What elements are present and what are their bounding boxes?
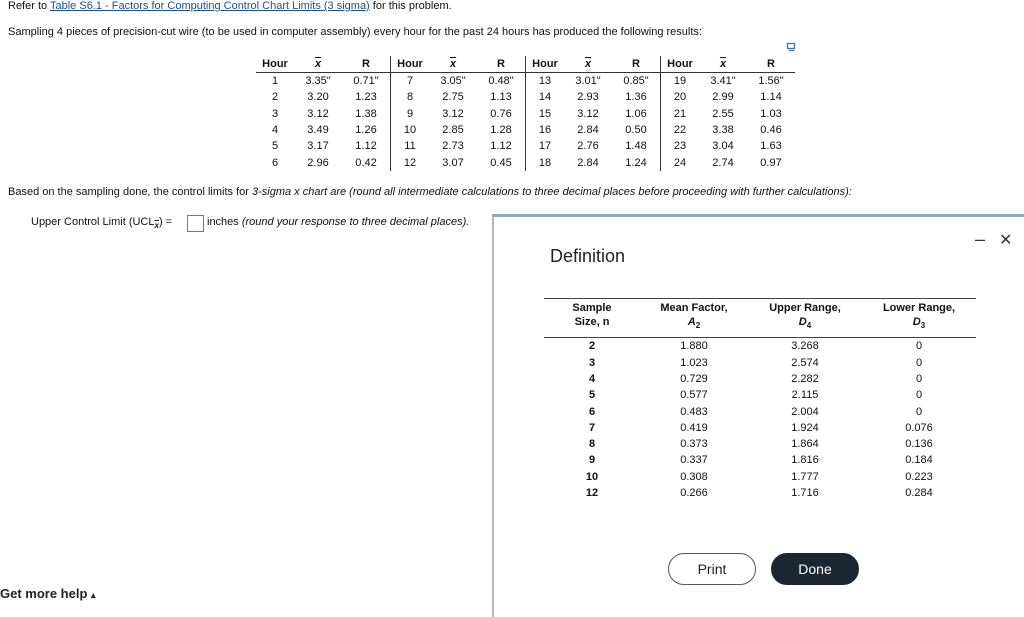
a2-cell: 0.729 — [680, 372, 708, 385]
sample-size-cell: 10 — [585, 470, 599, 483]
xbar-cell: 3.38 — [712, 124, 734, 137]
table-row — [544, 485, 976, 501]
xbar-cell: 3.12 — [442, 107, 464, 120]
xbar-cell: 3.07 — [442, 156, 464, 169]
hour-cell: 2 — [271, 91, 279, 104]
range-cell: 1.03 — [760, 107, 782, 120]
sample-size-cell: 2 — [588, 340, 596, 353]
hour-cell: 21 — [661, 106, 700, 122]
xbar-cell: 3.05" — [440, 75, 466, 88]
d4-cell: 2.282 — [791, 372, 819, 385]
table-row — [544, 338, 976, 355]
range-cell: 0.97 — [760, 156, 782, 169]
d3-cell: 0 — [915, 405, 923, 418]
col-hour: Hour — [661, 56, 700, 73]
a2-cell: 0.419 — [680, 421, 708, 434]
xbar-cell: 2.55 — [712, 107, 734, 120]
print-button[interactable]: Print — [668, 553, 756, 585]
d3-cell: 0 — [915, 356, 923, 369]
hour-cell: 12 — [391, 154, 430, 170]
hour-cell: 19 — [661, 73, 700, 90]
table-row — [256, 106, 795, 122]
hour-cell: 3 — [271, 107, 279, 120]
table-row — [544, 371, 976, 387]
sample-size-cell: 9 — [588, 454, 596, 467]
d3-cell: 0.184 — [905, 454, 933, 467]
definition-popup — [492, 214, 1024, 617]
hourly-results-table — [256, 56, 795, 171]
xbar-cell: 2.73 — [442, 140, 464, 153]
range-cell: 1.56" — [758, 75, 784, 88]
minimize-icon[interactable]: – — [975, 229, 986, 249]
control-limits-question: Based on the sampling done, the control limits for 3-sigma x chart are (round all intermediate calculations to three decimal places before proceeding with further calculations): — [8, 186, 852, 198]
a2-cell: 0.373 — [680, 438, 708, 451]
table-row — [544, 436, 976, 452]
a2-cell: 0.337 — [680, 454, 708, 467]
sample-size-cell: 12 — [585, 487, 599, 499]
hour-cell: 1 — [271, 75, 279, 88]
xbar-cell: 3.04 — [712, 140, 734, 153]
table-row — [256, 154, 795, 170]
xbar-cell: 2.85 — [442, 124, 464, 137]
range-cell: 0.85" — [623, 75, 649, 88]
hour-cell: 9 — [391, 106, 430, 122]
hour-cell: 23 — [661, 138, 700, 154]
col-lower-range: Lower Range, $D_3$ — [862, 299, 976, 338]
hour-cell: 11 — [391, 138, 430, 154]
col-range: R — [342, 56, 391, 73]
ucl-hint: inches (round your response to three decimal places). — [207, 216, 470, 228]
done-button[interactable]: Done — [771, 553, 859, 585]
table-row — [256, 138, 795, 154]
range-cell: 1.23 — [355, 91, 377, 104]
table-row — [544, 403, 976, 419]
caret-up-icon: ▴ — [91, 590, 96, 600]
xbar-cell: 3.12 — [577, 107, 599, 120]
col-range: R — [612, 56, 661, 73]
xbar-cell: 2.75 — [442, 91, 464, 104]
range-cell: 0.46 — [760, 124, 782, 137]
range-cell: 1.12 — [355, 140, 377, 153]
range-cell: 0.76 — [490, 107, 512, 120]
xbar-cell: 3.35" — [305, 75, 331, 88]
xbar-cell: 2.84 — [577, 156, 599, 169]
d4-cell: 2.115 — [791, 389, 819, 402]
d3-cell: 0 — [915, 340, 923, 353]
hour-cell: 6 — [271, 156, 279, 169]
hour-cell: 22 — [661, 122, 700, 138]
xbar-cell: 2.96 — [307, 156, 329, 169]
hour-cell: 16 — [526, 122, 565, 138]
hour-cell: 8 — [391, 89, 430, 105]
col-xbar: $\overline{x}$ — [429, 56, 477, 73]
col-range: R — [477, 56, 526, 73]
a2-cell: 0.266 — [680, 487, 708, 499]
xbar-cell: 3.12 — [307, 107, 329, 120]
range-cell: 1.48 — [625, 140, 647, 153]
hour-cell: 14 — [526, 89, 565, 105]
a2-cell: 1.880 — [680, 340, 708, 353]
d4-cell: 1.716 — [791, 487, 819, 499]
d3-cell: 0.076 — [905, 421, 933, 434]
d4-cell: 1.816 — [791, 454, 819, 467]
range-cell: 1.06 — [625, 107, 647, 120]
table-row — [544, 452, 976, 468]
hour-cell: 24 — [661, 154, 700, 170]
xbar-cell: 2.76 — [577, 140, 599, 153]
col-hour: Hour — [256, 56, 294, 73]
col-xbar: $\overline{x}$ — [699, 56, 747, 73]
range-cell: 0.42 — [355, 156, 377, 169]
xbar-cell: 3.01" — [575, 75, 601, 88]
refer-suffix: for this problem. — [372, 0, 452, 12]
table-s6-1-link[interactable]: Table S6.1 - Factors for Computing Control Chart Limits (3 sigma) — [50, 0, 370, 12]
control-chart-factors-table — [544, 298, 976, 501]
col-hour: Hour — [526, 56, 565, 73]
hour-cell: 17 — [526, 138, 565, 154]
xbar-cell: 3.41" — [710, 75, 736, 88]
xbar-cell: 2.84 — [577, 124, 599, 137]
col-mean-factor: Mean Factor, $A_2$ — [640, 299, 748, 338]
table-row — [544, 387, 976, 403]
refer-line — [8, 0, 452, 12]
range-cell: 1.14 — [760, 91, 782, 104]
range-cell: 1.28 — [490, 124, 512, 137]
d3-cell: 0 — [915, 389, 923, 402]
table-row — [544, 469, 976, 485]
hour-cell: 5 — [271, 140, 279, 153]
range-cell: 1.13 — [490, 91, 512, 104]
hour-cell: 15 — [526, 106, 565, 122]
ucl-answer-input[interactable] — [187, 215, 204, 232]
hour-cell: 10 — [391, 122, 430, 138]
sample-size-cell: 3 — [588, 356, 596, 369]
d4-cell: 2.574 — [791, 356, 819, 369]
a2-cell: 1.023 — [680, 356, 708, 369]
sample-size-cell: 8 — [588, 438, 596, 451]
range-cell: 1.24 — [625, 156, 647, 169]
col-xbar: $\overline{x}$ — [564, 56, 612, 73]
range-cell: 1.12 — [490, 140, 512, 153]
sample-size-cell: 6 — [588, 405, 596, 418]
table-row — [544, 354, 976, 370]
range-cell: 1.26 — [355, 124, 377, 137]
table-row — [256, 73, 795, 90]
ucl-label: Upper Control Limit $(UCL_{\overline{x}})$ = — [31, 216, 173, 231]
col-xbar: $\overline{x}$ — [294, 56, 342, 73]
d4-cell: 3.268 — [791, 340, 819, 353]
table-row — [544, 420, 976, 436]
problem-text: Sampling 4 pieces of precision-cut wire (to be used in computer assembly) every hour for the past 24 hours has produced the following results: — [8, 26, 702, 38]
xbar-cell: 3.49 — [307, 124, 329, 137]
sample-size-cell: 4 — [588, 372, 596, 385]
xbar-cell: 2.99 — [712, 91, 734, 104]
d4-cell: 1.777 — [791, 470, 819, 483]
refer-prefix: Refer to — [8, 0, 48, 12]
copy-icon[interactable] — [786, 42, 796, 52]
col-sample-size: Sample Size, n — [544, 299, 640, 338]
range-cell: 1.63 — [760, 140, 782, 153]
d3-cell: 0.136 — [905, 438, 933, 451]
table-row — [256, 122, 795, 138]
range-cell: 0.50 — [625, 124, 647, 137]
sample-size-cell: 7 — [588, 421, 596, 434]
factors-header-row — [544, 299, 976, 338]
a2-cell: 0.577 — [680, 389, 708, 402]
sample-size-cell: 5 — [588, 389, 596, 402]
range-cell: 0.71" — [353, 75, 379, 88]
close-icon[interactable]: ✕ — [999, 232, 1013, 249]
range-cell: 0.48" — [488, 75, 514, 88]
hour-cell: 18 — [526, 154, 565, 170]
col-upper-range: Upper Range, $D_4$ — [748, 299, 862, 338]
xbar-cell: 2.74 — [712, 156, 734, 169]
a2-cell: 0.483 — [680, 405, 708, 418]
hour-cell: 7 — [391, 73, 430, 90]
d3-cell: 0 — [915, 372, 923, 385]
hour-cell: 13 — [526, 73, 565, 90]
xbar-cell: 2.93 — [577, 91, 599, 104]
col-hour: Hour — [391, 56, 430, 73]
table-row — [256, 89, 795, 105]
hour-cell: 4 — [271, 124, 279, 137]
popup-title: Definition — [550, 246, 626, 266]
table-header-row — [256, 56, 795, 73]
range-cell: 1.36 — [625, 91, 647, 104]
range-cell: 1.38 — [355, 107, 377, 120]
col-range: R — [747, 56, 795, 73]
xbar-cell: 3.17 — [307, 140, 329, 153]
xbar-cell: 3.20 — [307, 91, 329, 104]
d4-cell: 1.864 — [791, 438, 819, 451]
d3-cell: 0.223 — [905, 470, 933, 483]
hour-cell: 20 — [661, 89, 700, 105]
a2-cell: 0.308 — [680, 470, 708, 483]
d4-cell: 1.924 — [791, 421, 819, 434]
d4-cell: 2.004 — [791, 405, 819, 418]
range-cell: 0.45 — [490, 156, 512, 169]
d3-cell: 0.284 — [905, 487, 933, 499]
get-more-help-link[interactable]: Get more help ▴ — [0, 586, 96, 601]
